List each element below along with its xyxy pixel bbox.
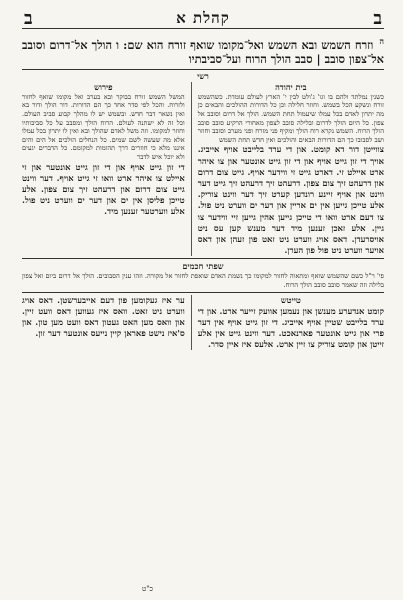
two-column-body [22, 82, 384, 257]
commentary-text: פי' ר"ל כשם שהשמש שואף ומתאוה לחזור למקומו כך נשמת האדם שואפת לחזור אל מקורה. וזהו ענין הסבובים. הולך אל דרום ביום ואל צפון בלילה וזה שאמר סובב סובב הולך הרוח. [22, 272, 384, 289]
verse-number: ה [379, 36, 384, 46]
bottom-left-text: ער איז געקומען פון דעם אייבערשטן. דאס אויג ווערט ניט זאט. וואס איז געווען דאס וועט זיין. און וואס מען האט געטון דאס וועט מען טון. און ס'איז נישט פאראן קיין נייעס אונטער דער זון. [21, 294, 185, 339]
left-column-translation: די זון גייט אויף און די זון גייט אונטער און זי איילט צו איהר ארט וואו זי גייט אויף. דער ווינט גייט צום דרום און דרעהט זיך צום צפון. אלע טייכן פליסן אין ים און דער ים ווערט ניט פול. אלע ווערטער זענען מיד. [21, 161, 185, 217]
page-header [22, 8, 384, 29]
commentary-heading: שפתי חכמים [182, 261, 224, 272]
verse-text: וזרח השמש ובא השמש ואל־מקומו שואף זורח הוא שם: ו הולך אל־דרום וסובב אל־צפון סובב | סבב הולך הרוח ועל־סביבתיו [22, 37, 384, 66]
page [22, 8, 384, 594]
bottom-right-column [198, 295, 384, 351]
right-column-heading: בית יהודה [275, 81, 307, 92]
rashi-label: רשי [197, 70, 209, 81]
section-divider [22, 258, 384, 259]
column-divider [191, 82, 192, 257]
bottom-left-column [22, 295, 185, 351]
bottom-heading: טייטש [280, 294, 301, 305]
section-divider-2 [22, 292, 384, 293]
page-footer [22, 584, 384, 594]
left-column-heading: פירוש [94, 81, 113, 92]
verse-block [22, 32, 384, 70]
bottom-right-text: קומט אנדערע מענשן און נעמען אוועק זייער ארט. און די ערד בלייבט שטיין אויף אייביג. די זון גייט אויף אין דער פרי און גייט אונטער פארנאכט. דער ווינט גייט אין אלע זייטן און קומט צוריק צו זיין ארט. אלעס איז איין סדר. [197, 305, 384, 350]
left-column-commentary: המשל השמש זורח בבוקר ובא בערב ואל מקומו שואף לחזור ולזרוח. והכל לפי סדר אחד כך הם הדורות. דור הולך ודור בא ואין נשאר דבר חדש. ובשמש יש לו מהלך קבוע סביב העולם. וכל זה לא ישתנה לעולם. הרוח הולך ומסבב על כל סביבותיו וחוזר למקומו. וזה משל לאדם שהולך ובא ואין לו יתרון בכל עמלו אלא מה שעשה לשם שמים. כל הנחלים הולכים אל הים והים איננו מלא כי חוזרים דרך תהומות למקומם. כל הדברים יגעים ולא יוכל איש לדבר [21, 92, 185, 161]
right-column-translation: צווייטן דור דא קומט. און די ערד בלייבט אויף אייביג. אויך די זון גייט אויף און די זון גייט אונטער און צו איהר ארט איילט זי. דארט גייט זי ווידער אויף. גייט צום דרום און דרעהט זיך צום צפון. דרעהט זיך דרעהט זיך גייט דער ווינט און אויף זיינע רונדען קערט זיך דער ווינט צוריק. אלע טייכן גייען אין ים אריין און דער ים ווערט ניט פול. צו דעם ארט וואו די טייכן גייען אהין גייען זיי ווידער צו גיין. אלע זאכן זענען מיד דער מענש קען עס ניט אויסרעדן. דאס אויג ווערט ניט זאט פון זעהן און דאס אויער ווערט ניט פול פון הערן. [197, 144, 384, 256]
footer-signature: כ"ט [142, 585, 153, 593]
bottom-columns [22, 295, 384, 351]
page-number-right: ב [373, 8, 382, 29]
right-column [198, 82, 384, 257]
right-column-commentary: כשנין נמלתד ולהם בו וגו' ג'ולט לבין י' הארץ לעולם עומדת. כשהשמש זורח ונשקע הכל בשמש. וחוזר חלילה וכן כל הדורות ההולכים והבאים כן מה יתרון לאדם בכל עמלו שיעמול תחת השמש. הולך אל דרום וסובב אל צפון. כל היום הולך לדרום ובלילה סובב לצפון מאחורי הרקיע סובב סובב הולך הרוח. השמש נקרא רוח הולך ומקיף פני מזרח ופני מערב וסובב וחוזר ושב לסבובו כך הם הדורות הבאים והולכים ואין חדש תחת השמש [197, 92, 384, 144]
page-number-left: ב [24, 8, 33, 29]
bottom-column-divider [191, 295, 192, 351]
left-column [22, 82, 185, 257]
book-title: קהלת א [176, 9, 230, 27]
